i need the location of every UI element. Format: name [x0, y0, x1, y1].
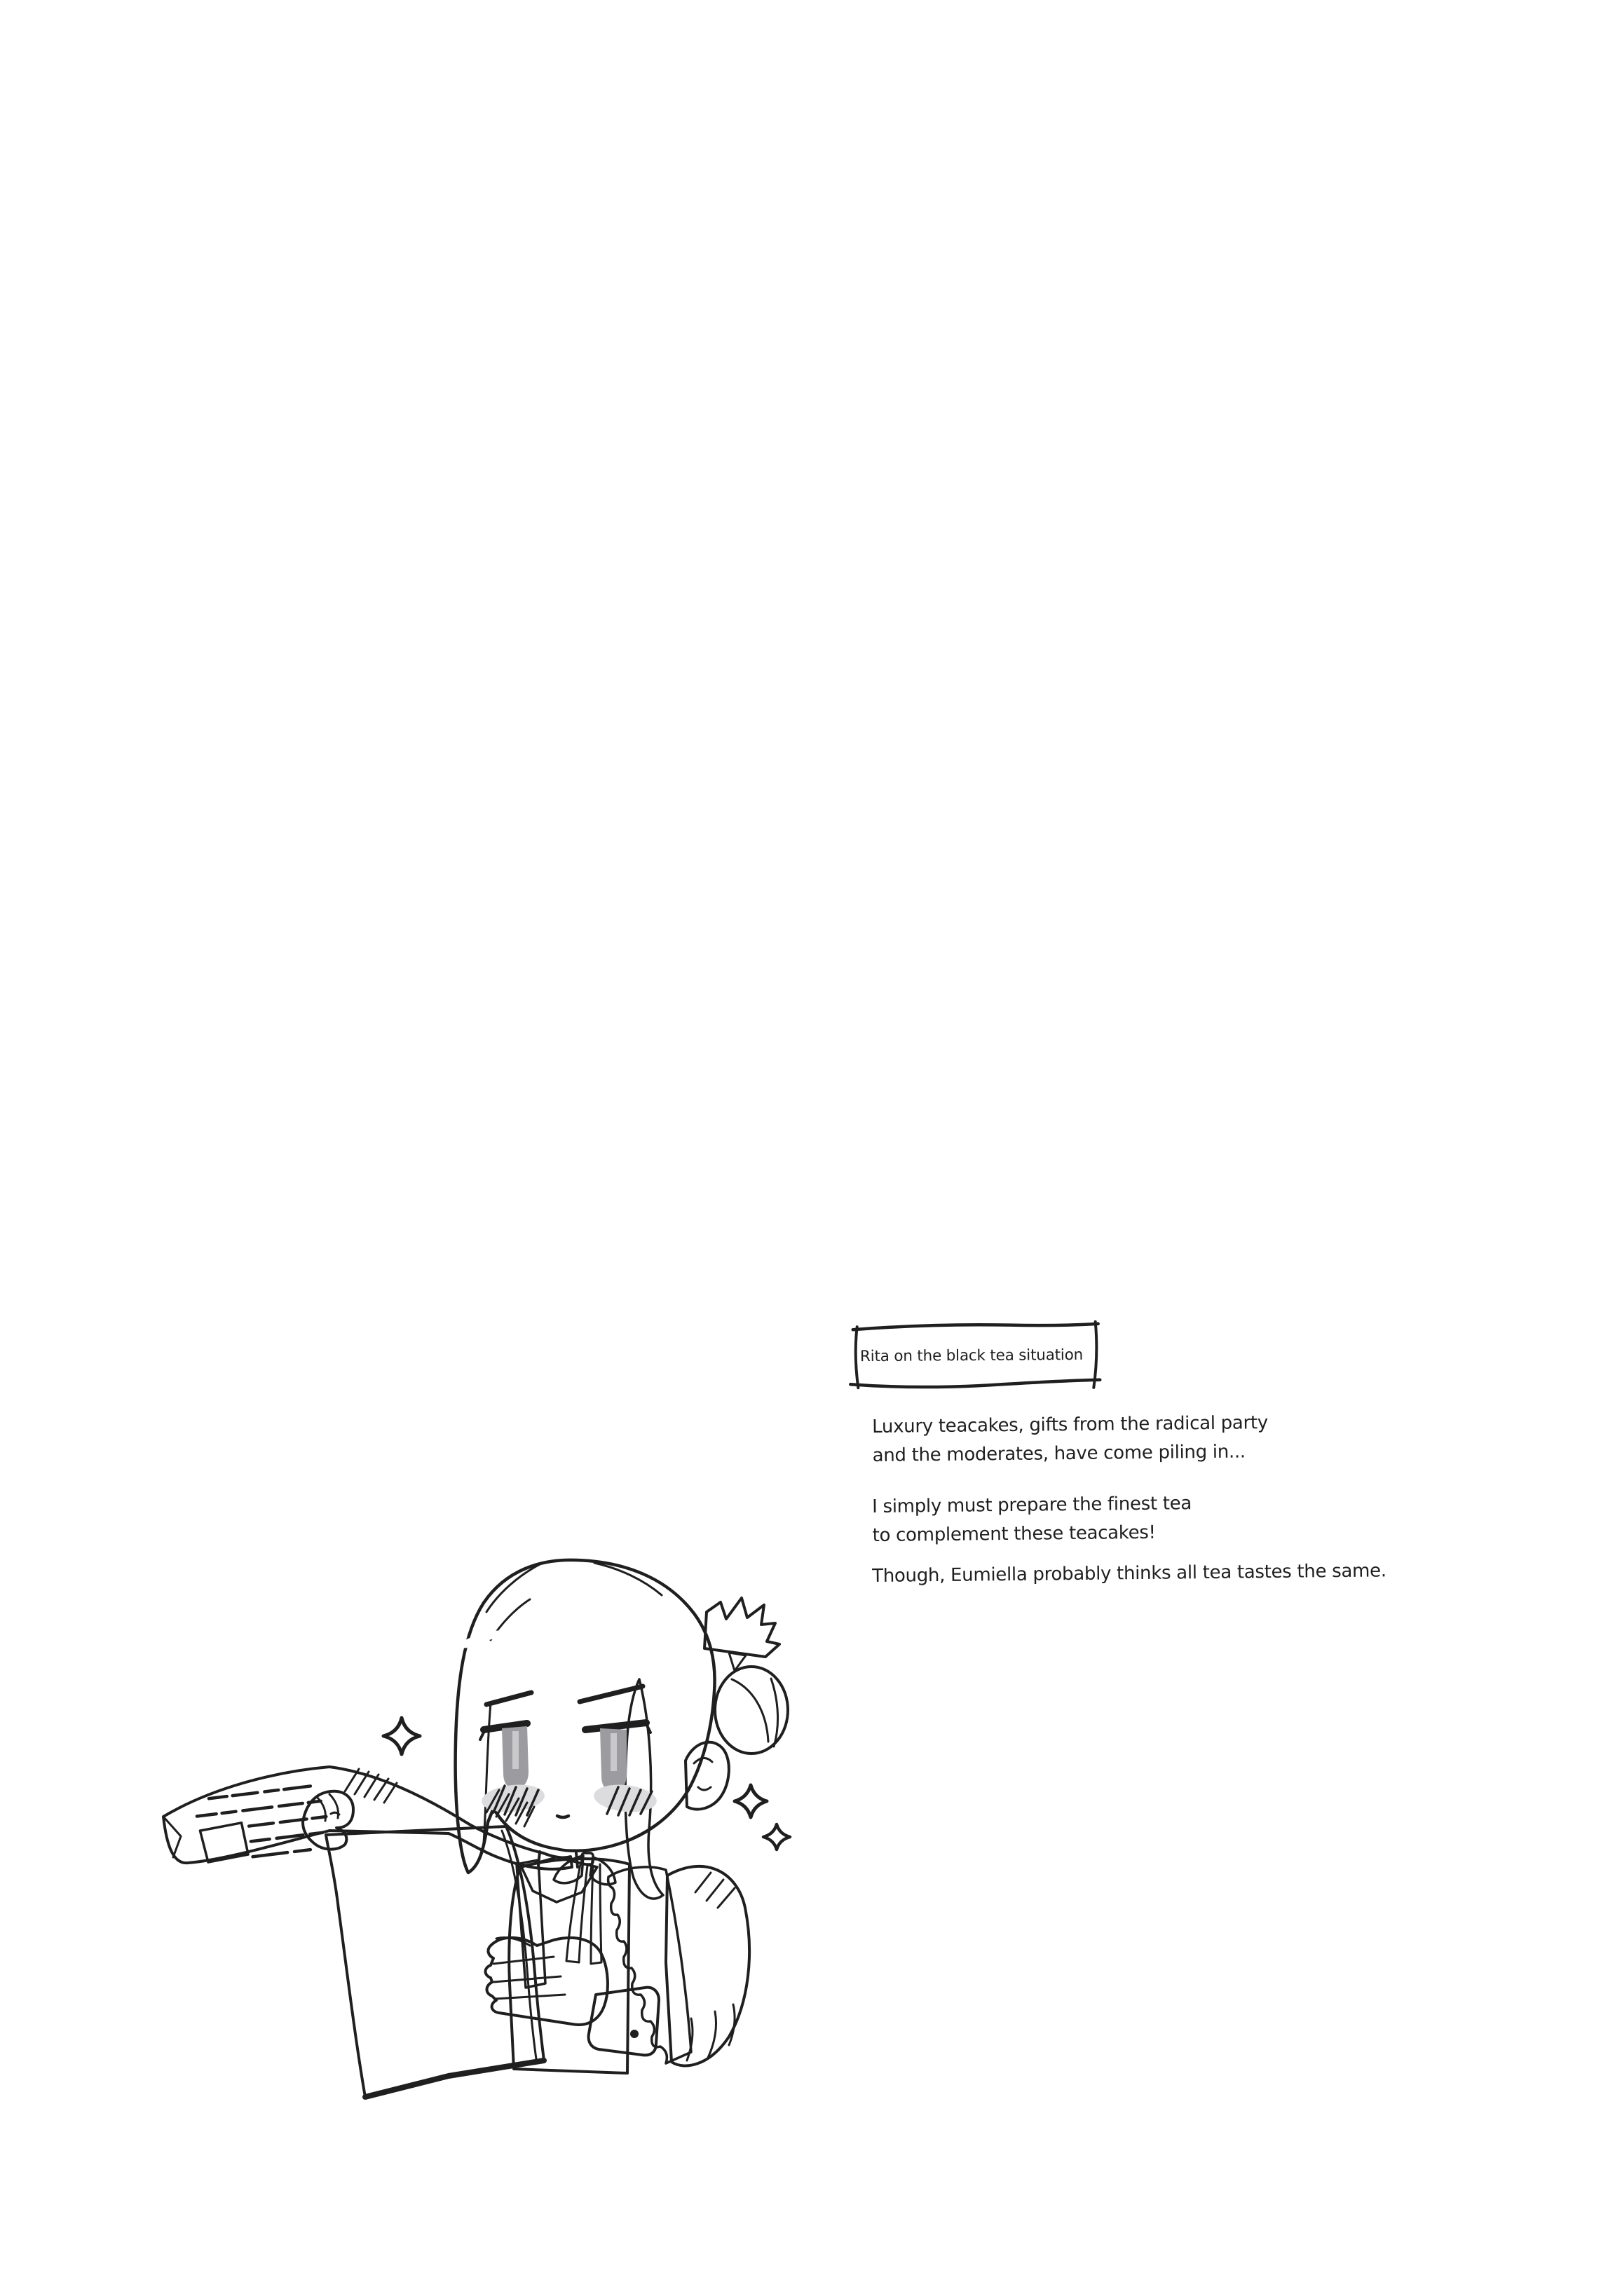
apron-frill	[608, 1867, 691, 2063]
ear	[686, 1742, 729, 1810]
maid-outfit	[509, 1857, 749, 2073]
illustration-canvas	[161, 1542, 820, 2111]
title-box	[849, 1318, 1103, 1393]
paragraph-line: to complement these teacakes!	[872, 1522, 1156, 1546]
mouth	[557, 1816, 568, 1817]
paragraph-line: Luxury teacakes, gifts from the radical party	[872, 1412, 1269, 1437]
paragraph-1	[872, 1409, 1268, 1470]
fold-hatch	[345, 1769, 397, 1803]
sparkle-icon	[735, 1785, 767, 1817]
hair-bun	[704, 1598, 788, 1754]
sparkle-icon	[763, 1824, 790, 1850]
paragraph-line: and the moderates, have come piling in...	[872, 1441, 1246, 1466]
title-text: Rita on the black tea situation	[859, 1346, 1084, 1365]
cuff-button	[630, 2030, 639, 2038]
sparkle-icon	[383, 1718, 420, 1754]
character-illustration	[161, 1542, 820, 2111]
paragraph-line: Though, Eumiella probably thinks all tea tastes the same.	[872, 1560, 1386, 1587]
paragraph-2	[872, 1489, 1192, 1550]
paragraph-3	[872, 1557, 1386, 1591]
sleeve	[666, 1866, 749, 2066]
paragraph-line: I simply must prepare the finest tea	[872, 1493, 1192, 1517]
head	[456, 1560, 746, 1899]
list-text-lines	[195, 1784, 330, 1863]
